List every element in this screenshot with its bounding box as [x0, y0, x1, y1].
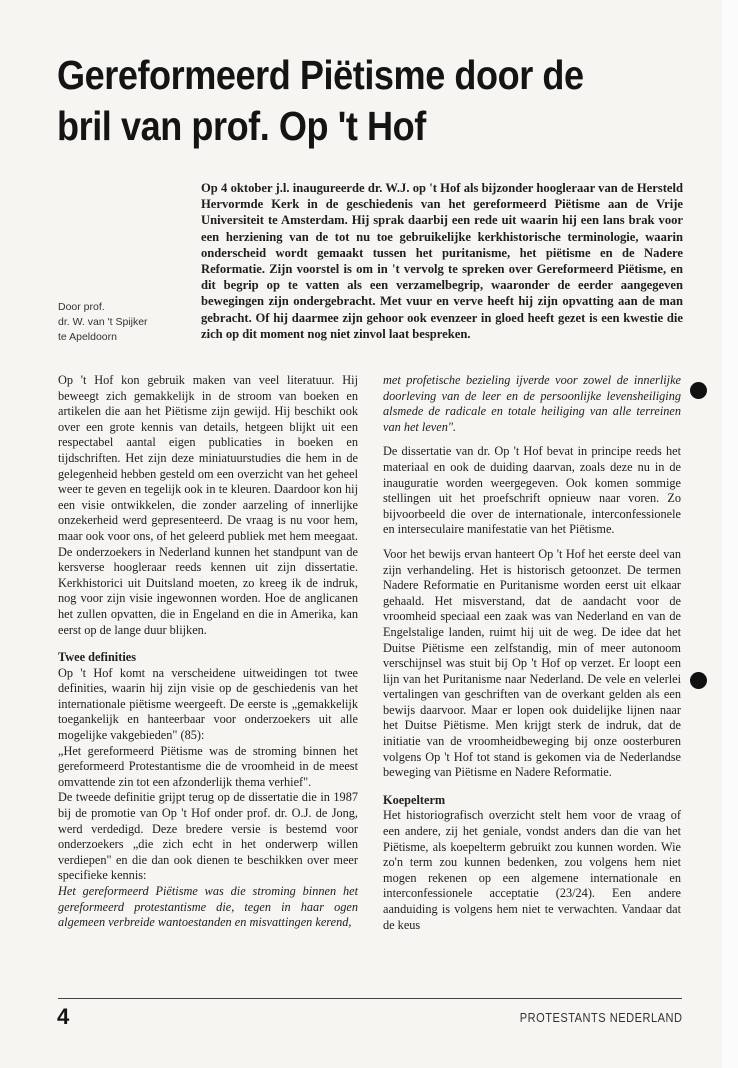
paragraph: Voor het bewijs ervan hanteert Op 't Hof het eerste deel van zijn verhandeling. Het is historisch getoonzet. De termen Nadere Reformatie en Puritanisme worden eerst uit elkaar gehaald. Het misverstand, dat de aandacht voor de vroomheid speciaal een zaak was van Nederland en van de Engelstalige landen, ruimt hij uit de weg. De idee dat het Duitse Piëtisme een zelfstandig, min of meer autonoom verschijnsel was stuit bij Op 't Hof op verzet. Er loopt een lijn van het Puritanisme naar Nederland. De vele en velerlei vertalingen van geschriften van de overkant gelden als een bewijs daarvoor. Maar er lopen ook duidelijke lijnen naar het Duitse Piëtisme. Men krijgt sterk de indruk, dat de initiatie van de vroomheidbeweging bij onze oosterburen volgens Op 't Hof tot stand is gekomen via de Nederlandse beweging van Piëtisme en Nadere Reformatie.	[383, 546, 681, 780]
article-title	[57, 50, 620, 152]
italic-quote: met profetische bezieling ijverde voor zowel de innerlijke doorleving van de leer en de persoonlijke levensheiliging alsmede de radicale en totale heiliging van alle terreinen van het leven".	[383, 373, 681, 434]
lead-paragraph: Op 4 oktober j.l. inaugureerde dr. W.J. op 't Hof als bijzonder hoogleraar van de Hersteld Hervormde Kerk in de geschiedenis van het gereformeerd Piëtisme aan de Vrije Universiteit te Amsterdam. Hij sprak daarbij een rede uit waarin hij een lans brak voor een herziening van de tot nu toe gebruikelijke kerkhistorische terminologie, waarin onderscheid wordt gemaakt tussen het puritanisme, het piëtisme en de Nadere Reformatie. Zijn voorstel is om in 't vervolg te spreken over Gereformeerd Piëtisme, en dit begrip op te vatten als een verzamelbegrip, waaronder de eerder aangegeven bewegingen zijn ondergebracht. Met vuur en verve heeft hij zijn opvatting aan de man gebracht. Of hij daarmee zijn gehoor ook evenzeer in gloed heeft gezet is een kwestie die zich op dit moment nog niet zinvol laat bespreken.	[201, 181, 683, 341]
paragraph: De dissertatie van dr. Op 't Hof bevat in principe reeds het materiaal en ook de duiding daarvan, zoals deze nu in de inauguratie worden weergegeven. Ook komen sommige stellingen uit het proefschrift opnieuw naar voren. Zo bijvoorbeeld die over de internationale, interconfessionele en interseculaire manifestatie van het Piëtisme.	[383, 444, 681, 537]
publication-name: PROTESTANTS NEDERLAND	[519, 1010, 682, 1025]
author-byline	[58, 300, 188, 345]
quote-paragraph: „Het gereformeerd Piëtisme was de stroming binnen het gereformeerd Protestantisme die de vroomheid in de meest omvattende zin tot een afzonderlijk thema verhief".	[58, 743, 358, 789]
paragraph: Op 't Hof komt na verscheidene uitweidingen tot twee definities, waarin hij zijn visie op de geschiedenis van het internationale piëtisme weergeeft. De eerste is „gemakkelijk toegankelijk en hanteerbaar voor onderzoekers uit alle mogelijke vakgebieden" (85):	[58, 665, 358, 743]
italic-quote: Het gereformeerd Piëtisme was die stroming binnen het gereformeerd protestantisme die, tegen in haar ogen algemeen verbreide wantoestanden en misvattingen kerend,	[58, 884, 358, 930]
binder-hole-icon	[690, 382, 707, 399]
paragraph: De tweede definitie grijpt terug op de dissertatie die in 1987 bij de promotie van Op 't Hof onder prof. dr. O.J. de Jong, werd verdedigd. Deze bredere versie is bestemd voor onderzoekers „die zich echt in het onderwerp willen verdiepen" en die dan ook dienen te beschikken over meer specifieke kennis:	[58, 790, 358, 883]
paragraph: Het historiografisch overzicht stelt hem voor de vraag of een andere, zij het geniale, vondst anders dan die van het Piëtisme, als koepelterm gebruikt zou kunnen worden. Wie zo'n term zou kunnen bedenken, zou volgens hem niet mogen rekenen op een algemene internationale en interconfessionele acceptatie (23/24). Een andere aanduiding is volgens hem niet te verwachten. Vandaar dat de keus	[383, 808, 681, 932]
section-heading: Twee definities	[58, 650, 136, 665]
section-heading: Koepelterm	[383, 792, 446, 807]
title-line: bril van prof. Op 't Hof	[57, 103, 426, 149]
title-line: Gereformeerd Piëtisme door de	[57, 52, 584, 98]
binder-hole-icon	[690, 672, 707, 689]
page-edge	[722, 0, 738, 1068]
page-number: 4	[57, 1004, 70, 1029]
byline-line: Door prof.	[58, 301, 105, 313]
footer-divider	[58, 998, 682, 999]
paragraph: Op 't Hof kon gebruik maken van veel literatuur. Hij beweegt zich gemakkelijk in de stroom van boeken en artikelen die aan het Piëtisme zijn gewijd. Hij beschikt ook over een grote kennis van details, hetgeen blijkt uit een respectabel aantal eigen publicaties in boeken en tijdschriften. Het zijn deze miniatuurstudies die hem in de gelegenheid hebben gesteld om een overzicht van het geheel weer te geven en tegelijk ook in te kleuren. Daardoor kon hij een visie ontwikkelen, die zonder aarzeling of innerlijke onzekerheid werd gepresenteerd. De vraag is nu voor hem, maar ook voor ons, of het geleerd publiek met hem meegaat. De onderzoekers in Nederland kunnen het standpunt van de kersverse hoogleraar reeds kennen uit zijn dissertatie. Kerkhistorici uit Duitsland moeten, zo kreeg ik de indruk, nog voor zijn visie ingewonnen worden. Hoe de anglicanen het zullen opvatten, die in Engeland en die in Amerika, kan eerst op de lange duur blijken.	[58, 373, 358, 637]
right-column	[383, 373, 681, 942]
byline-line: dr. W. van 't Spijker	[58, 316, 148, 328]
byline-line: te Apeldoorn	[58, 331, 117, 343]
left-column	[58, 373, 358, 940]
